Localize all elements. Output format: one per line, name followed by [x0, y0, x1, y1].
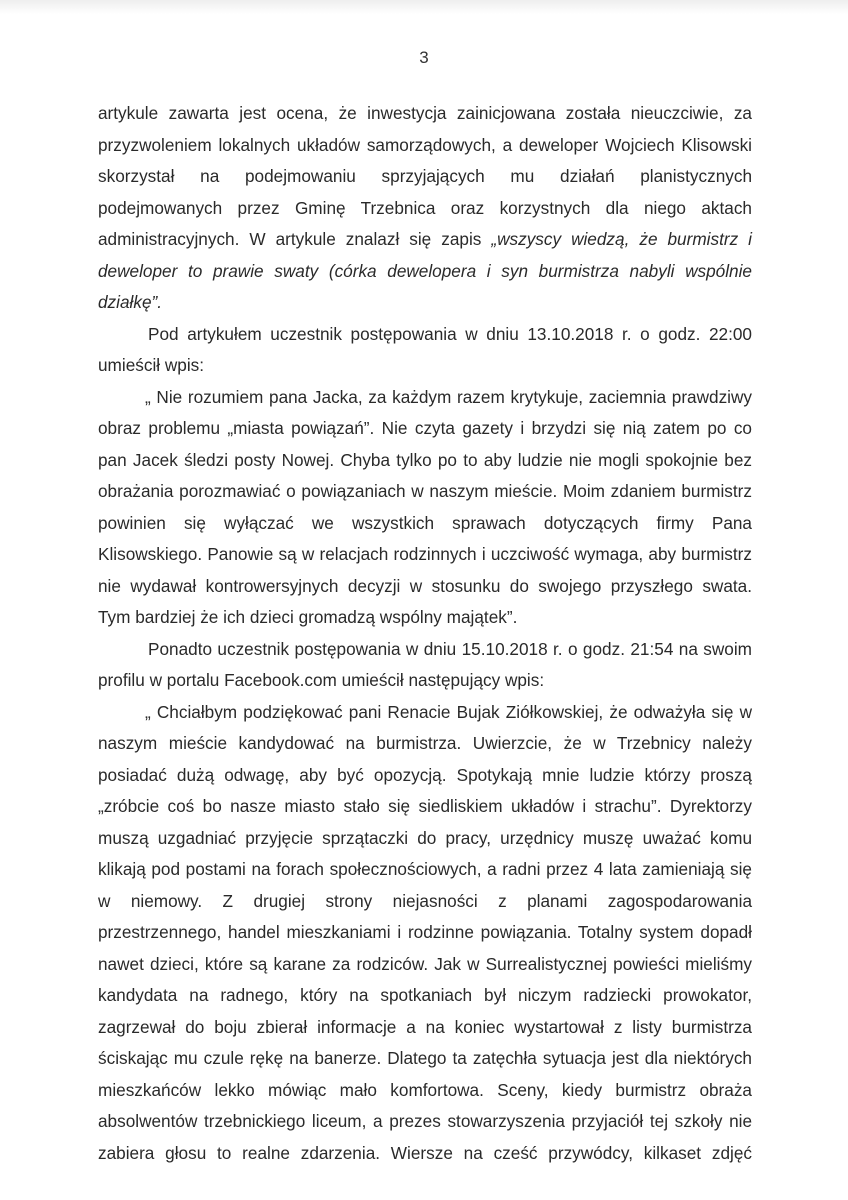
text-line: „zróbcie coś bo nasze miasto stało się siedliskiem układów i strachu”. Dyrektorzy [98, 796, 752, 816]
text-line: umieścił wpis: [98, 355, 205, 375]
text-line: Tym bardziej że ich dzieci gromadzą wspólny majątek”. [98, 607, 518, 627]
text-line: artykule zawarta jest ocena, że inwestycja zainicjowana została nieuczciwie, za [98, 103, 752, 123]
text-line: absolwentów trzebnickiego liceum, a prezes stowarzyszenia przyjaciół tej szkoły nie [98, 1111, 752, 1131]
page-number: 3 [419, 48, 429, 67]
quoted-text-line: deweloper to prawie swaty (córka dewelopera i syn burmistrza nabyli wspólnie [98, 260, 752, 281]
text-line: obraz problemu „miasta powiązań”. Nie czyta gazety i brzydzi się nią zatem po co [98, 418, 752, 438]
text-line: Klisowskiego. Panowie są w relacjach rodzinnych i uczciwość wymaga, aby burmistrz [98, 544, 752, 564]
text-line: klikają pod postami na forach społecznościowych, a radni przez 4 lata zamieniają się [98, 859, 752, 879]
text-line: administracyjnych. W artykule znalazł się zapis „wszyscy wiedzą, że burmistrz i [98, 229, 752, 249]
text-line: w niemowy. Z drugiej strony niejasności z planami zagospodarowania [98, 890, 752, 911]
quoted-text-line: działkę”. [98, 292, 162, 312]
text-line: nie wydawał kontrowersyjnych decyzji w stosunku do swojego przyszłego swata. [98, 575, 752, 596]
text-line: kandydata na radnego, który na spotkaniach był niczym radziecki prowokator, [98, 985, 752, 1005]
paragraph [98, 319, 752, 382]
text-line: naszym mieście kandydować na burmistrza. Uwierzcie, że w Trzebnicy należy [98, 733, 752, 753]
text-line: zabiera głosu to realne zdarzenia. Wiersze na cześć przywódcy, kilkaset zdjęć [98, 1142, 752, 1163]
text-line: przyzwoleniem lokalnych układów samorządowych, a deweloper Wojciech Klisowski [98, 134, 752, 155]
text-line: muszą uzgadniać przyjęcie sprzątaczki do pracy, urzędnicy muszę uważać komu [98, 827, 752, 848]
text-line: Pod artykułem uczestnik postępowania w dniu 13.10.2018 r. o godz. 22:00 [148, 323, 752, 344]
paragraph [98, 634, 752, 697]
text-line: nawet dzieci, które są karane za rodziców. Jak w Surrealistycznej powieści mieliśmy [98, 953, 752, 974]
quoted-text: „wszyscy wiedzą, że burmistrz i [491, 229, 752, 249]
quoted-post [98, 382, 752, 634]
document-body [98, 98, 752, 1169]
text-line: ściskając mu czule rękę na banerze. Dlatego ta zatęchła sytuacja jest dla niektórych [98, 1048, 752, 1068]
text-line: „ Nie rozumiem pana Jacka, za każdym razem krytykuje, zaciemnia prawdziwy [145, 386, 752, 407]
text-line: powinien się wyłączać we wszystkich sprawach dotyczących firmy Pana [98, 512, 752, 533]
scan-edge [0, 0, 848, 14]
text-line: podejmowanych przez Gminę Trzebnica oraz korzystnych dla niego aktach [98, 197, 752, 218]
text-line: obrażania porozmawiać o powiązaniach w naszym mieście. Moim zdaniem burmistrz [98, 481, 752, 501]
text-line: przestrzennego, handel mieszkaniami i rodzinne powiązania. Totalny system dopadł [98, 922, 752, 942]
text-line: pan Jacek śledzi posty Nowej. Chyba tylko po to aby ludzie nie mogli spokojnie bez [98, 449, 752, 470]
text-line: skorzystał na podejmowaniu sprzyjających mu działań planistycznych [98, 166, 752, 186]
text-line: „ Chciałbym podziękować pani Renacie Bujak Ziółkowskiej, że odważyła się w [145, 701, 752, 722]
text-line: mieszkańców lekko mówiąc mało komfortowa. Sceny, kiedy burmistrz obraża [98, 1079, 752, 1100]
text-line: zagrzewał do boju zbierał informacje a na koniec wystartował z listy burmistrza [98, 1016, 752, 1037]
text-line: Ponadto uczestnik postępowania w dniu 15.10.2018 r. o godz. 21:54 na swoim [148, 638, 752, 659]
text-line: posiadać dużą odwagę, aby być opozycją. Spotykają mnie ludzie którzy proszą [98, 764, 752, 785]
paragraph [98, 98, 752, 319]
text-line: profilu w portalu Facebook.com umieścił następujący wpis: [98, 670, 545, 690]
quoted-post [98, 697, 752, 1170]
